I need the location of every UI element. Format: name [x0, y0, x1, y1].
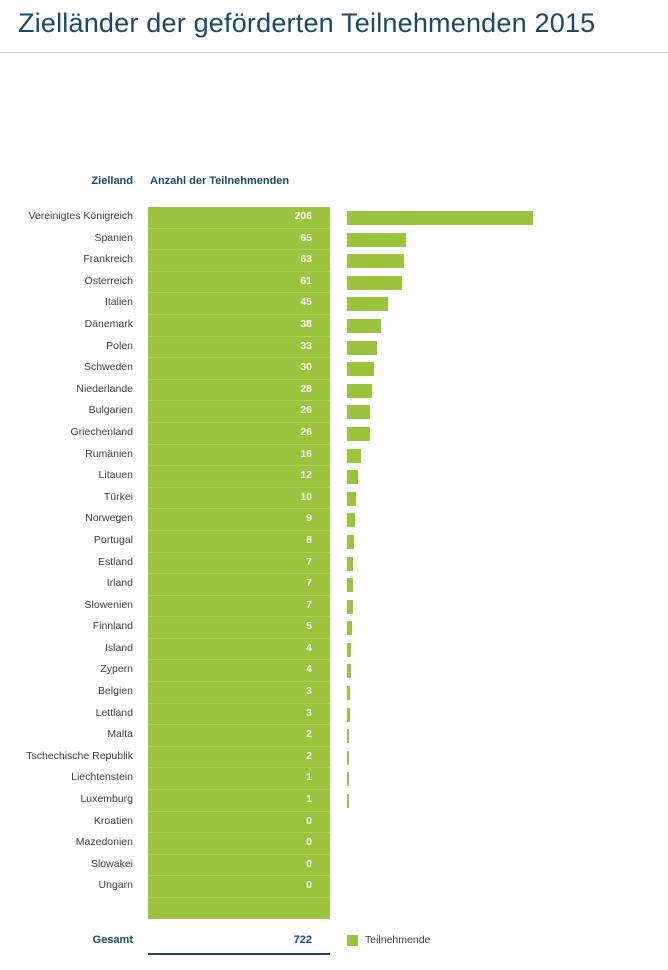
bar-track	[347, 772, 647, 786]
row-country-label: Island	[104, 641, 133, 654]
row-country-label: Frankreich	[83, 253, 133, 266]
table-row	[0, 553, 668, 575]
bar-track	[347, 621, 647, 635]
bar-track	[347, 664, 647, 678]
bar-track	[347, 254, 647, 268]
bar-track	[347, 384, 647, 398]
row-value-label: 63	[300, 253, 312, 266]
row-value-label: 45	[300, 296, 312, 309]
bar	[347, 449, 361, 463]
table-row	[0, 401, 668, 423]
row-value-label: 7	[306, 577, 312, 590]
row-country-label: Zypern	[100, 663, 133, 676]
bar	[347, 557, 353, 571]
row-country-label: Italien	[104, 296, 133, 309]
row-value-label: 3	[306, 706, 312, 719]
bar-track	[347, 643, 647, 657]
table-row	[0, 725, 668, 747]
row-country-label: Polen	[106, 339, 133, 352]
table-row	[0, 812, 668, 834]
table-row	[0, 596, 668, 618]
page-title: Zielländer der geförderten Teilnehmenden 2015	[18, 8, 596, 38]
bar	[347, 362, 374, 376]
row-value-label: 5	[306, 620, 312, 633]
row-value-label: 26	[300, 425, 312, 438]
table-row	[0, 747, 668, 769]
bar-track	[347, 470, 647, 484]
row-value-label: 38	[300, 317, 312, 330]
chart-rows	[0, 207, 668, 898]
row-value-label: 9	[306, 512, 312, 525]
table-row	[0, 704, 668, 726]
bar-track	[347, 708, 647, 722]
bar	[347, 297, 388, 311]
bar-track	[347, 686, 647, 700]
bar-track	[347, 362, 647, 376]
row-country-label: Tschechische Republik	[26, 749, 133, 762]
bar	[347, 233, 406, 247]
bar-track	[347, 729, 647, 743]
bar	[347, 405, 370, 419]
bar	[347, 643, 351, 657]
row-value-label: 1	[306, 793, 312, 806]
table-row	[0, 790, 668, 812]
bar-chart	[0, 207, 668, 919]
bar-track	[347, 449, 647, 463]
column-header-count: Anzahl der Teilnehmenden	[150, 175, 290, 187]
row-country-label: Schweden	[83, 361, 133, 374]
row-country-label: Dänemark	[84, 317, 133, 330]
row-country-label: Irland	[106, 577, 133, 590]
row-value-label: 7	[306, 598, 312, 611]
row-country-label: Slowenien	[84, 598, 133, 611]
bar-track	[347, 794, 647, 808]
bar	[347, 492, 356, 506]
table-row	[0, 358, 668, 380]
bar-track	[347, 600, 647, 614]
table-row	[0, 876, 668, 898]
row-country-label: Norwegen	[85, 512, 133, 525]
bar	[347, 729, 349, 743]
row-country-label: Liechtenstein	[71, 771, 133, 784]
bar-track	[347, 578, 647, 592]
bar-track	[347, 859, 647, 873]
bar	[347, 751, 349, 765]
bar-track	[347, 233, 647, 247]
legend-swatch-icon	[347, 935, 358, 946]
row-country-label: Lettland	[95, 706, 133, 719]
row-value-label: 0	[306, 879, 312, 892]
bar	[347, 276, 402, 290]
row-country-label: Estland	[97, 555, 133, 568]
table-row	[0, 207, 668, 229]
row-country-label: Luxemburg	[80, 793, 133, 806]
bar-track	[347, 341, 647, 355]
row-country-label: Mazedonien	[75, 836, 133, 849]
row-country-label: Bulgarien	[88, 404, 133, 417]
bar	[347, 535, 354, 549]
total-value: 722	[293, 934, 312, 946]
table-row	[0, 380, 668, 402]
row-value-label: 1	[306, 771, 312, 784]
bar-track	[347, 297, 647, 311]
row-value-label: 8	[306, 533, 312, 546]
table-row	[0, 574, 668, 596]
table-row	[0, 488, 668, 510]
row-country-label: Spanien	[94, 231, 133, 244]
row-value-label: 28	[300, 382, 312, 395]
row-country-label: Österreich	[84, 274, 133, 287]
row-value-label: 0	[306, 814, 312, 827]
table-row	[0, 639, 668, 661]
bar-track	[347, 816, 647, 830]
row-country-label: Kroatien	[93, 814, 133, 827]
table-row	[0, 660, 668, 682]
row-value-label: 33	[300, 339, 312, 352]
bar	[347, 794, 349, 808]
row-value-label: 0	[306, 836, 312, 849]
bar-track	[347, 319, 647, 333]
bar	[347, 686, 350, 700]
bar	[347, 341, 377, 355]
table-row	[0, 315, 668, 337]
legend-label: Teilnehmende	[365, 934, 431, 946]
row-separator	[148, 897, 330, 898]
bar	[347, 470, 358, 484]
bar	[347, 708, 350, 722]
row-value-label: 0	[306, 857, 312, 870]
total-divider	[148, 953, 330, 955]
row-value-label: 65	[300, 231, 312, 244]
row-country-label: Portugal	[93, 533, 133, 546]
row-country-label: Niederlande	[76, 382, 133, 395]
bar	[347, 319, 381, 333]
table-row	[0, 445, 668, 467]
bar	[347, 621, 352, 635]
bar-track	[347, 492, 647, 506]
bar-track	[347, 535, 647, 549]
bar	[347, 254, 404, 268]
table-row	[0, 250, 668, 272]
bar-track	[347, 513, 647, 527]
row-value-label: 16	[300, 447, 312, 460]
row-country-label: Türkei	[103, 490, 133, 503]
bar	[347, 664, 351, 678]
row-country-label: Griechenland	[70, 425, 133, 438]
row-country-label: Slowakei	[90, 857, 133, 870]
row-value-label: 26	[300, 404, 312, 417]
row-value-label: 2	[306, 749, 312, 762]
bar-track	[347, 557, 647, 571]
row-value-label: 4	[306, 641, 312, 654]
table-row	[0, 229, 668, 251]
bar	[347, 772, 349, 786]
table-row	[0, 509, 668, 531]
bar-track	[347, 405, 647, 419]
bar	[347, 513, 355, 527]
bar	[347, 578, 353, 592]
table-row	[0, 833, 668, 855]
bar	[347, 211, 533, 225]
row-value-label: 61	[300, 274, 312, 287]
bar-track	[347, 211, 647, 225]
row-country-label: Vereinigtes Königreich	[28, 210, 133, 222]
bar-track	[347, 880, 647, 894]
bar	[347, 384, 372, 398]
table-row	[0, 466, 668, 488]
row-value-label: 10	[300, 490, 312, 503]
bar-track	[347, 837, 647, 851]
row-value-label: 4	[306, 663, 312, 676]
row-value-label: 3	[306, 685, 312, 698]
row-country-label: Malta	[107, 728, 133, 741]
table-row	[0, 337, 668, 359]
bar	[347, 427, 370, 441]
bar-track	[347, 751, 647, 765]
bar-track	[347, 427, 647, 441]
row-value-label: 2	[306, 728, 312, 741]
table-row	[0, 531, 668, 553]
row-value-label: 12	[300, 469, 312, 482]
table-row	[0, 768, 668, 790]
row-country-label: Rumänien	[85, 447, 133, 460]
table-row	[0, 293, 668, 315]
row-value-label: 206	[294, 210, 312, 222]
row-value-label: 30	[300, 361, 312, 374]
table-row	[0, 617, 668, 639]
row-country-label: Litauen	[98, 469, 133, 482]
bar-track	[347, 276, 647, 290]
table-row	[0, 682, 668, 704]
total-label: Gesamt	[92, 934, 133, 946]
row-country-label: Belgien	[97, 685, 133, 698]
table-row	[0, 855, 668, 877]
row-country-label: Finnland	[92, 620, 133, 633]
title-divider	[0, 52, 668, 53]
row-value-label: 7	[306, 555, 312, 568]
table-row	[0, 272, 668, 294]
chart-legend	[347, 934, 430, 946]
row-country-label: Ungarn	[98, 879, 133, 892]
column-header-country: Zielland	[91, 175, 133, 187]
table-row	[0, 423, 668, 445]
bar	[347, 600, 353, 614]
